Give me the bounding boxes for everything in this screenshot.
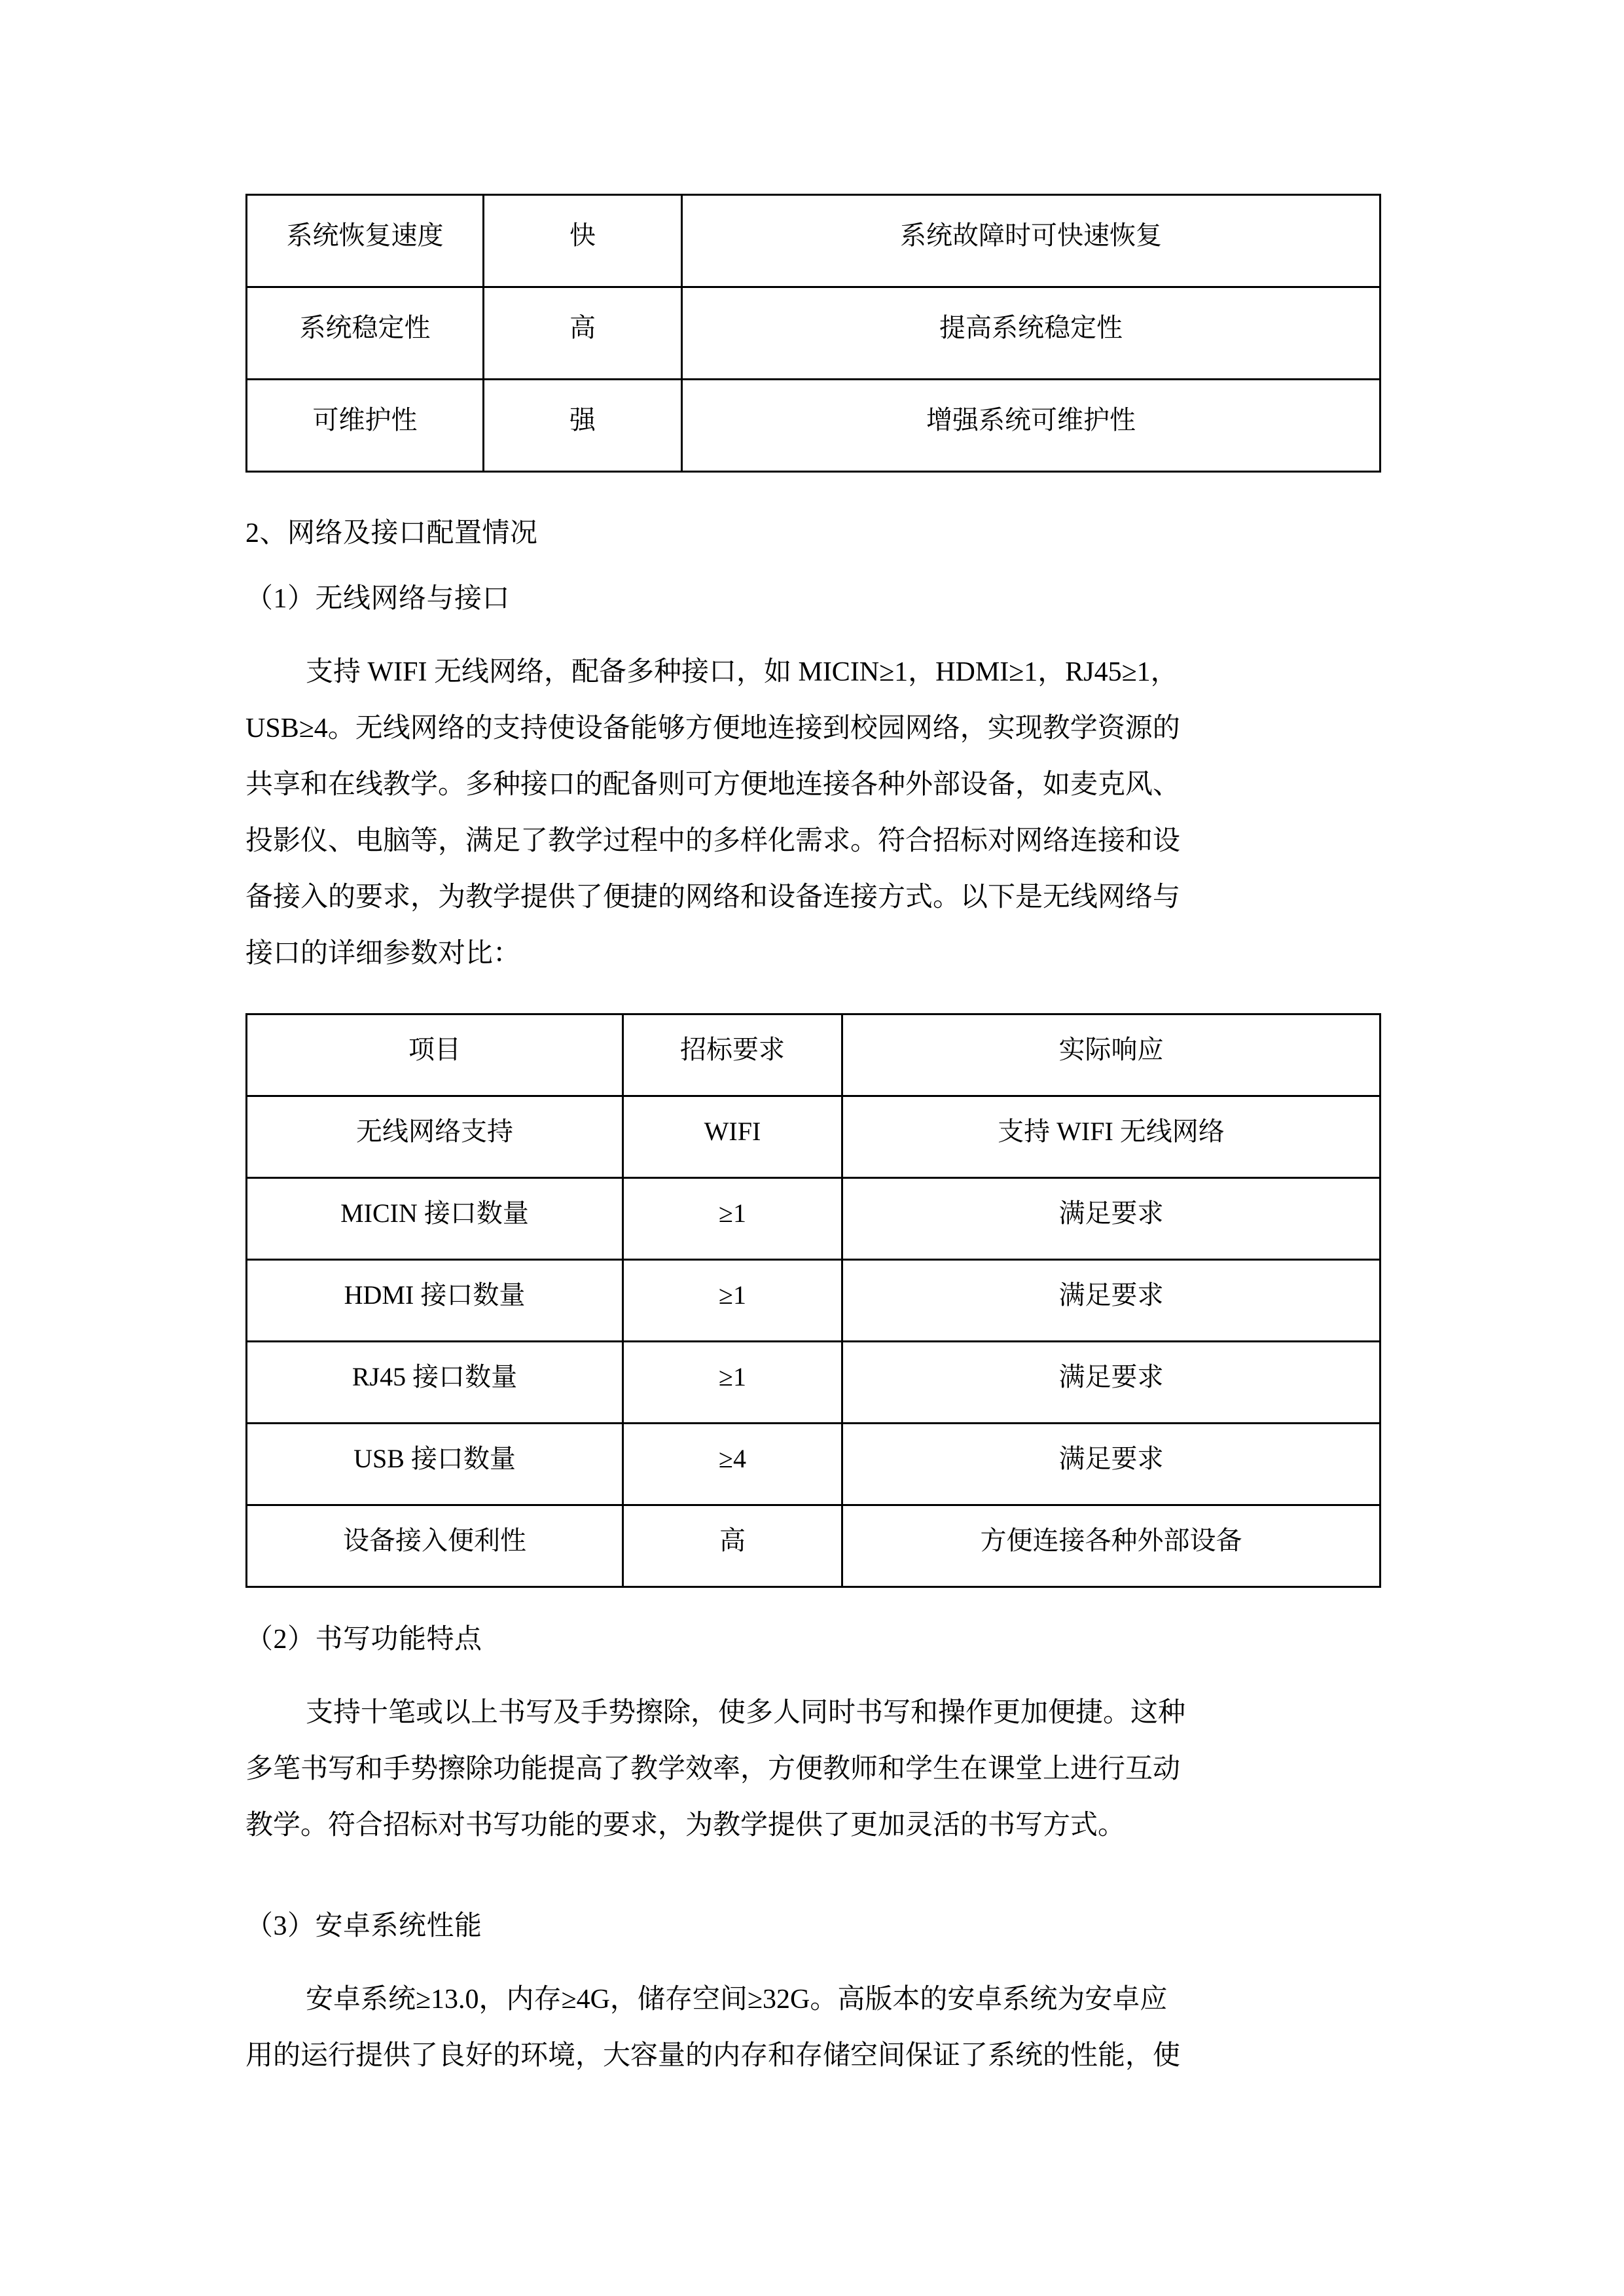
table-cell-response: 满足要求 xyxy=(842,1424,1380,1505)
table-cell-requirement: ≥4 xyxy=(623,1424,842,1505)
section-heading-2: 2、网络及接口配置情况 xyxy=(245,518,538,548)
table-cell-response: 满足要求 xyxy=(842,1178,1380,1260)
spacer xyxy=(245,547,1379,585)
paragraph-line: 多笔书写和手势擦除功能提高了教学效率，方便教师和学生在课堂上进行互动 xyxy=(245,1754,1181,1784)
table-cell-requirement: 高 xyxy=(623,1505,842,1587)
spacer xyxy=(245,1653,1379,1685)
spacer xyxy=(245,1940,1379,1971)
paragraph-line: 支持 WIFI 无线网络，配备多种接口，如 MICIN≥1，HDMI≥1，RJ45≥1， xyxy=(306,657,1178,687)
paragraph-line: 接口的详细参数对比： xyxy=(245,939,521,969)
table-cell-requirement: ≥1 xyxy=(623,1342,842,1424)
subsection-heading-2: （2）书写功能特点 xyxy=(245,1624,482,1655)
table-cell-response: 增强系统可维护性 xyxy=(682,380,1380,472)
paragraph-wireless-network xyxy=(245,644,1379,982)
table-cell-item: 系统稳定性 xyxy=(247,287,484,380)
table-cell-item: USB 接口数量 xyxy=(247,1424,623,1505)
subsection-heading-3: （3）安卓系统性能 xyxy=(245,1911,482,1941)
paragraph-line: 共享和在线教学。多种接口的配备则可方便地连接各种外部设备，如麦克风、 xyxy=(245,770,1181,800)
table-header-requirement: 招标要求 xyxy=(623,1014,842,1096)
table-row xyxy=(247,1505,1380,1587)
paragraph-line: 安卓系统≥13.0，内存≥4G，储存空间≥32G。高版本的安卓系统为安卓应 xyxy=(306,1984,1168,2015)
paragraph-line: 备接入的要求，为教学提供了便捷的网络和设备连接方式。以下是无线网络与 xyxy=(245,882,1181,912)
table-row xyxy=(247,1096,1380,1178)
table-cell-item: 无线网络支持 xyxy=(247,1096,623,1178)
table-cell-requirement: 强 xyxy=(484,380,682,472)
table-cell-item: 设备接入便利性 xyxy=(247,1505,623,1587)
table-row xyxy=(247,1424,1380,1505)
spacer xyxy=(245,982,1379,1013)
table-cell-response: 满足要求 xyxy=(842,1342,1380,1424)
page-content xyxy=(245,194,1379,2084)
paragraph-line: USB≥4。无线网络的支持使设备能够方便地连接到校园网络，实现教学资源的 xyxy=(245,713,1180,744)
table-header-response: 实际响应 xyxy=(842,1014,1380,1096)
table-row xyxy=(247,380,1380,472)
table-cell-response: 提高系统稳定性 xyxy=(682,287,1380,380)
paragraph-writing-features xyxy=(245,1685,1379,1854)
table-cell-item: RJ45 接口数量 xyxy=(247,1342,623,1424)
table-row xyxy=(247,195,1380,287)
table-row xyxy=(247,1260,1380,1342)
table-cell-response: 支持 WIFI 无线网络 xyxy=(842,1096,1380,1178)
table-cell-item: MICIN 接口数量 xyxy=(247,1178,623,1260)
table-cell-response: 方便连接各种外部设备 xyxy=(842,1505,1380,1587)
table-row xyxy=(247,1178,1380,1260)
network-interface-comparison-table xyxy=(245,1013,1381,1588)
paragraph-line: 教学。符合招标对书写功能的要求，为教学提供了更加灵活的书写方式。 xyxy=(245,1810,1126,1840)
table-cell-requirement: 快 xyxy=(484,195,682,287)
paragraph-line: 支持十笔或以上书写及手势擦除，使多人同时书写和操作更加便捷。这种 xyxy=(306,1698,1186,1728)
spacer xyxy=(245,473,1379,520)
paragraph-android-performance xyxy=(245,1971,1379,2084)
table-cell-requirement: ≥1 xyxy=(623,1178,842,1260)
table-cell-response: 系统故障时可快速恢复 xyxy=(682,195,1380,287)
table-cell-item: 可维护性 xyxy=(247,380,484,472)
table-cell-requirement: ≥1 xyxy=(623,1260,842,1342)
table-cell-response: 满足要求 xyxy=(842,1260,1380,1342)
table-header-item: 项目 xyxy=(247,1014,623,1096)
spacer xyxy=(245,613,1379,644)
paragraph-line: 用的运行提供了良好的环境，大容量的内存和存储空间保证了系统的性能，使 xyxy=(245,2041,1181,2071)
table-cell-requirement: WIFI xyxy=(623,1096,842,1178)
spacer xyxy=(245,1588,1379,1626)
subsection-heading-1: （1）无线网络与接口 xyxy=(245,584,511,614)
table-cell-item: 系统恢复速度 xyxy=(247,195,484,287)
table-cell-item: HDMI 接口数量 xyxy=(247,1260,623,1342)
system-performance-table-continued xyxy=(245,194,1381,473)
table-row xyxy=(247,287,1380,380)
table-header-row xyxy=(247,1014,1380,1096)
spacer xyxy=(245,1854,1379,1912)
table-row xyxy=(247,1342,1380,1424)
table-cell-requirement: 高 xyxy=(484,287,682,380)
paragraph-line: 投影仪、电脑等，满足了教学过程中的多样化需求。符合招标对网络连接和设 xyxy=(245,826,1181,856)
